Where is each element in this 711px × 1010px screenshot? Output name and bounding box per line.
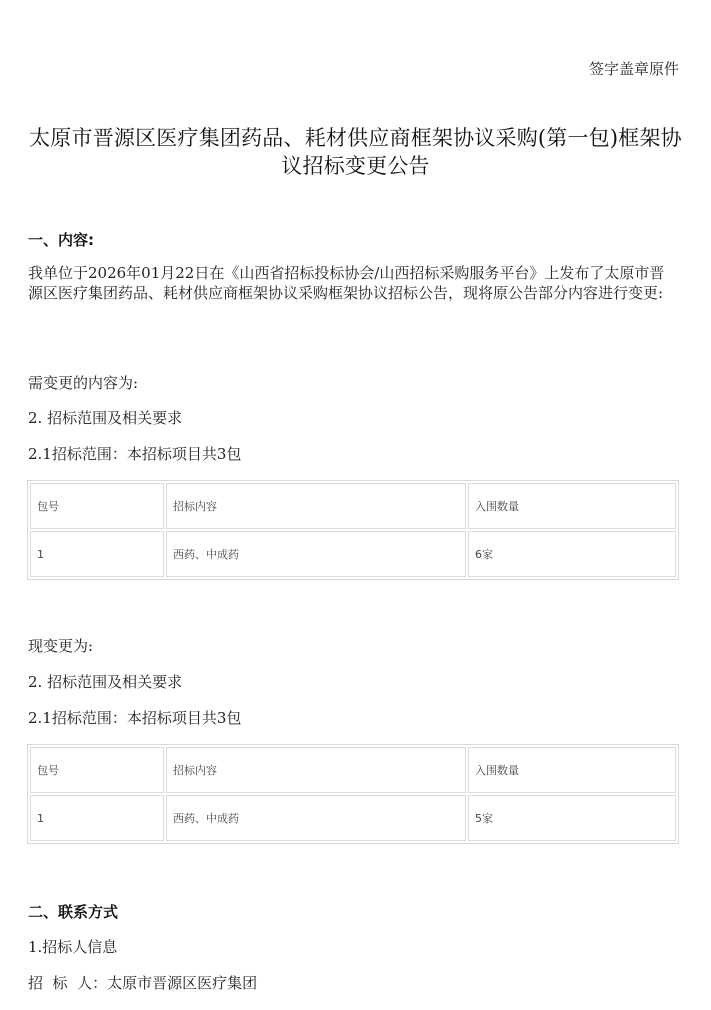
before-change-label: 需变更的内容为: <box>28 374 139 392</box>
before-scope-item: 2. 招标范围及相关要求 <box>28 409 183 427</box>
cell-shortlist-count: 6家 <box>468 531 676 577</box>
after-change-table <box>27 744 679 844</box>
cell-package-no: 1 <box>30 531 164 577</box>
after-change-label: 现变更为: <box>28 637 94 655</box>
intro-paragraph: 我单位于2026年01月22日在《山西省招标投标协会/山西招标采购服务平台》上发布了太原市晋源区医疗集团药品、耗材供应商框架协议采购框架协议招标公告，现将原公告部分内容进行变更: <box>28 264 665 302</box>
tenderer-name: 招 标 人：太原市晋源区医疗集团 <box>28 974 258 992</box>
cell-tender-content: 西药、中成药 <box>166 531 466 577</box>
before-change-table <box>27 480 679 580</box>
before-scope-sub: 2.1招标范围：本招标项目共3包 <box>28 445 242 463</box>
cell-tender-content: 西药、中成药 <box>166 795 466 841</box>
table-header-row <box>30 483 676 529</box>
table-row <box>30 795 676 841</box>
header-tender-content: 招标内容 <box>166 483 466 529</box>
after-scope-item: 2. 招标范围及相关要求 <box>28 673 183 691</box>
cell-shortlist-count: 5家 <box>468 795 676 841</box>
cell-package-no: 1 <box>30 795 164 841</box>
header-tender-content: 招标内容 <box>166 747 466 793</box>
header-package-no: 包号 <box>30 483 164 529</box>
table-row <box>30 531 676 577</box>
header-shortlist-count: 入围数量 <box>468 483 676 529</box>
header-shortlist-count: 入围数量 <box>468 747 676 793</box>
after-scope-sub: 2.1招标范围：本招标项目共3包 <box>28 709 242 727</box>
header-package-no: 包号 <box>30 747 164 793</box>
section-contact-heading: 二、联系方式 <box>28 903 119 921</box>
table-header-row <box>30 747 676 793</box>
section-content-heading: 一、内容: <box>28 231 94 249</box>
tenderer-info-item: 1.招标人信息 <box>28 938 118 956</box>
page-title: 太原市晋源区医疗集团药品、耗材供应商框架协议采购(第一包)框架协议招标变更公告 <box>29 126 682 178</box>
signature-stamp-note: 签字盖章原件 <box>588 60 679 78</box>
